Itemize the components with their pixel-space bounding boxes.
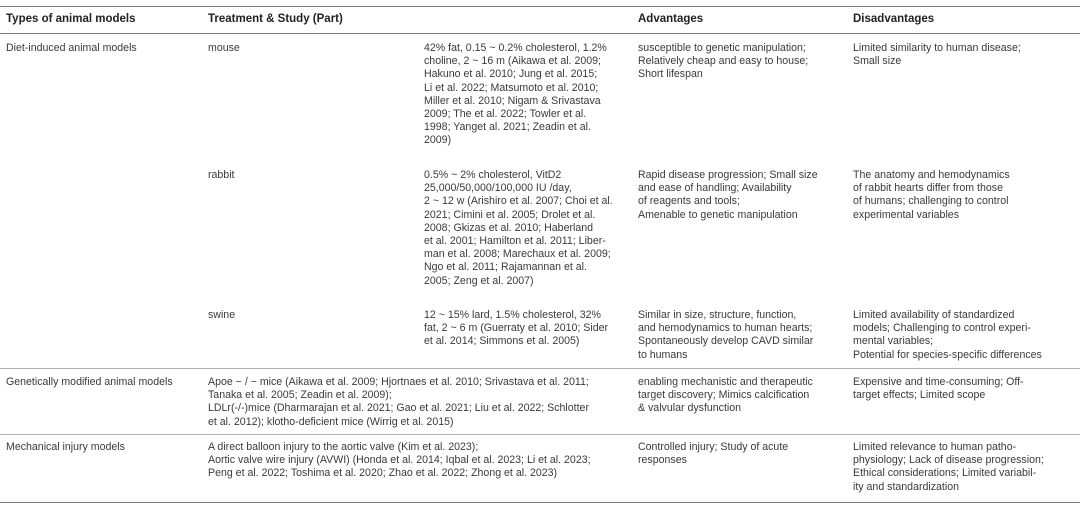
- species-mouse: mouse: [208, 42, 240, 54]
- advantages-line: enabling mechanistic and therapeutic: [638, 376, 813, 388]
- treatment-line: man et al. 2008; Marechaux et al. 2009;: [424, 248, 611, 261]
- treatment-line: Li et al. 2022; Matsumoto et al. 2010;: [424, 81, 599, 94]
- advantages-line: Controlled injury; Study of acute: [638, 441, 789, 453]
- header-advantages: Advantages: [638, 13, 704, 25]
- disadvantages-line: Small size: [853, 55, 902, 68]
- disadvantages-line: Limited relevance to human patho-: [853, 441, 1017, 453]
- advantages-line: Similar in size, structure, function,: [638, 309, 797, 321]
- treatment-line: 42% fat, 0.15 ~ 0.2% cholesterol, 1.2%: [424, 42, 607, 54]
- treatment-mechanical: [208, 441, 591, 481]
- bottom-rule: [0, 502, 1080, 503]
- row-type-mechanical: Mechanical injury models: [6, 441, 125, 453]
- treatment-line: 0.5% ~ 2% cholesterol, VitD2: [424, 169, 562, 181]
- treatment-line: LDLr(-/-)mice (Dharmarajan et al. 2021; Gao et al. 2021; Liu et al. 2022; Schlotter: [208, 402, 589, 415]
- header-types: Types of animal models: [6, 13, 136, 25]
- treatment-line: Miller et al. 2010; Nigam & Srivastava: [424, 94, 601, 107]
- treatment-line: Peng et al. 2022; Toshima et al. 2020; Zhao et al. 2022; Zhong et al. 2023): [208, 467, 558, 480]
- header-disadvantages: Disadvantages: [853, 13, 935, 25]
- advantages-line: susceptible to genetic manipulation;: [638, 42, 806, 54]
- advantages-line: Rapid disease progression; Small size: [638, 169, 818, 181]
- header-treatment: Treatment & Study (Part): [208, 13, 343, 25]
- disadvantages-genetic: [853, 376, 1024, 402]
- advantages-mechanical: [638, 441, 788, 467]
- disadvantages-line: Limited similarity to human disease;: [853, 42, 1021, 54]
- disadvantages-line: The anatomy and hemodynamics: [853, 169, 1010, 181]
- advantages-swine: [638, 309, 813, 362]
- treatment-line: 2009): [424, 134, 452, 147]
- disadvantages-rabbit: [853, 169, 1010, 222]
- advantages-line: responses: [638, 454, 687, 467]
- treatment-line: et al. 2001; Hamilton et al. 2011; Liber-: [424, 235, 606, 248]
- row-divider: [0, 434, 1080, 435]
- species-swine: swine: [208, 309, 236, 321]
- row-divider: [0, 368, 1080, 369]
- disadvantages-line: of humans; challenging to control: [853, 195, 1009, 208]
- advantages-line: Amenable to genetic manipulation: [638, 208, 798, 221]
- treatment-line: 2021; Cimini et al. 2005; Drolet et al.: [424, 208, 596, 221]
- treatment-line: A direct balloon injury to the aortic valve (Kim et al. 2023);: [208, 441, 479, 453]
- disadvantages-line: Ethical considerations; Limited variabil-: [853, 467, 1037, 480]
- treatment-line: Hakuno et al. 2010; Jung et al. 2015;: [424, 68, 598, 81]
- disadvantages-line: ity and standardization: [853, 480, 960, 493]
- treatment-line: fat, 2 ~ 6 m (Guerraty et al. 2010; Sider: [424, 322, 609, 335]
- advantages-line: Spontaneously develop CAVD similar: [638, 335, 814, 348]
- treatment-line: 2008; Gkizas et al. 2010; Haberland: [424, 221, 594, 234]
- advantages-line: and ease of handling; Availability: [638, 182, 792, 195]
- disadvantages-line: Limited availability of standardized: [853, 309, 1015, 321]
- species-rabbit: rabbit: [208, 169, 235, 181]
- treatment-line: et al. 2014; Simmons et al. 2005): [424, 335, 580, 348]
- advantages-line: & valvular dysfunction: [638, 402, 742, 415]
- treatment-line: 12 ~ 15% lard, 1.5% cholesterol, 32%: [424, 309, 601, 321]
- treatment-line: 2009; The et al. 2022; Towler et al.: [424, 108, 587, 121]
- advantages-line: Relatively cheap and easy to house;: [638, 55, 809, 68]
- advantages-rabbit: [638, 169, 818, 222]
- disadvantages-line: experimental variables: [853, 208, 959, 221]
- advantages-line: and hemodynamics to human hearts;: [638, 322, 813, 335]
- treatment-line: Tanaka et al. 2005; Zeadin et al. 2009);: [208, 389, 392, 402]
- advantages-line: target discovery; Mimics calcification: [638, 389, 810, 402]
- treatment-line: Aortic valve wire injury (AVWI) (Honda et al. 2014; Iqbal et al. 2023; Li et al. 2023;: [208, 454, 591, 467]
- disadvantages-line: physiology; Lack of disease progression;: [853, 454, 1044, 467]
- treatment-swine: [424, 309, 608, 349]
- treatment-line: Apoe − / − mice (Aikawa et al. 2009; Hjortnaes et al. 2010; Srivastava et al. 2011;: [208, 376, 589, 388]
- header-rule: [0, 33, 1080, 34]
- advantages-mouse: [638, 42, 808, 82]
- advantages-line: of reagents and tools;: [638, 195, 740, 208]
- advantages-line: Short lifespan: [638, 68, 703, 81]
- treatment-line: 2 ~ 12 w (Arishiro et al. 2007; Choi et al.: [424, 195, 613, 208]
- advantages-genetic: [638, 376, 813, 416]
- treatment-line: 25,000/50,000/100,000 IU /day,: [424, 182, 572, 195]
- disadvantages-mechanical: [853, 441, 1044, 494]
- disadvantages-line: of rabbit hearts differ from those: [853, 182, 1003, 195]
- treatment-rabbit: [424, 169, 613, 288]
- disadvantages-line: models; Challenging to control experi-: [853, 322, 1031, 335]
- treatment-line: choline, 2 ~ 16 m (Aikawa et al. 2009;: [424, 55, 601, 68]
- treatment-genetic: [208, 376, 589, 429]
- disadvantages-line: target effects; Limited scope: [853, 389, 986, 402]
- advantages-line: to humans: [638, 348, 688, 361]
- disadvantages-line: mental variables;: [853, 335, 934, 348]
- disadvantages-mouse: [853, 42, 1021, 68]
- row-type-genetic: Genetically modified animal models: [6, 376, 173, 388]
- treatment-mouse: [424, 42, 607, 148]
- treatment-line: 1998; Yanget al. 2021; Zeadin et al.: [424, 121, 591, 134]
- treatment-line: Ngo et al. 2011; Rajamannan et al.: [424, 261, 587, 274]
- top-rule: [0, 6, 1080, 7]
- disadvantages-line: Expensive and time-consuming; Off-: [853, 376, 1024, 388]
- treatment-line: 2005; Zeng et al. 2007): [424, 274, 534, 287]
- row-type-diet: Diet-induced animal models: [6, 42, 137, 54]
- disadvantages-line: Potential for species-specific differences: [853, 348, 1042, 361]
- treatment-line: et al. 2012); klotho-deficient mice (Wirrig et al. 2015): [208, 415, 454, 428]
- disadvantages-swine: [853, 309, 1042, 362]
